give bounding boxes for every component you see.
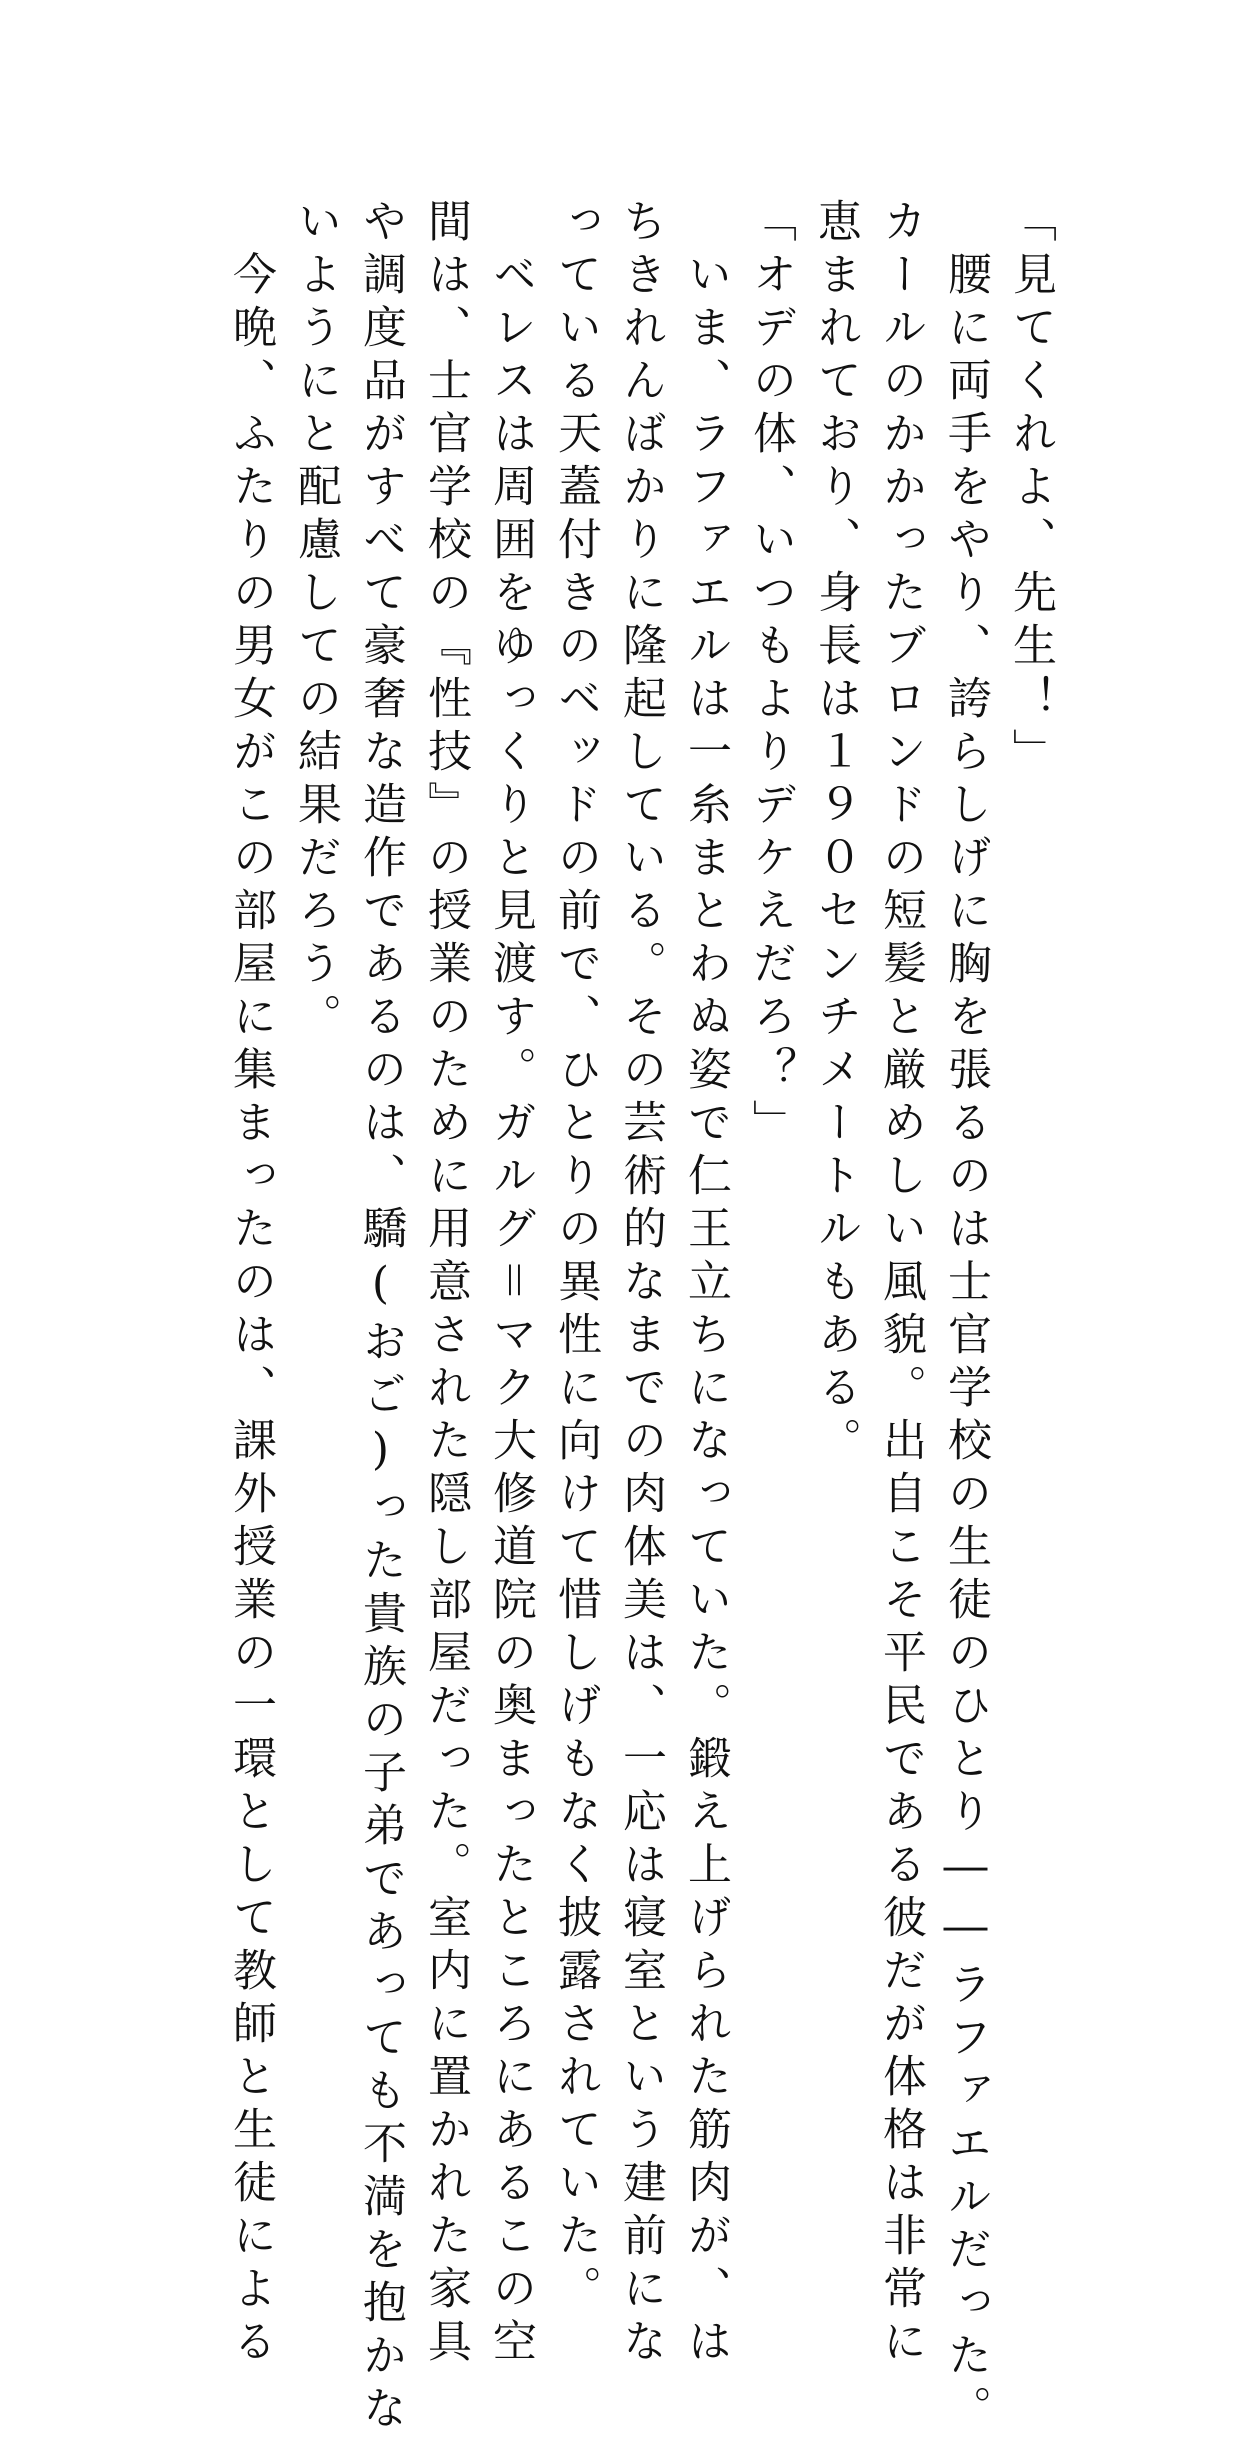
- text-line: や調度品がすべて豪奢な造作であるのは、驕(おご)った貴族の子弟であっても不満を抱かな: [355, 198, 406, 2438]
- text-line: ベレスは周囲をゆっくりと見渡す。ガルグ＝マク大修道院の奥まったところにあるこの空: [485, 198, 536, 2371]
- text-line: いようにと配慮しての結果だろう。: [290, 198, 341, 1046]
- text-line: ちきれんばかりに隆起している。その芸術的なまでの肉体美は、一応は寝室という建前にな: [615, 198, 666, 2371]
- text-line: 今晩、ふたりの男女がこの部屋に集まったのは、課外授業の一環として教師と生徒による: [225, 198, 276, 2371]
- text-line: カールのかかったブロンドの短髪と厳めしい風貌。出自こそ平民である彼だが体格は非常に: [875, 198, 926, 2371]
- text-line: 恵まれており、身長は１９０センチメートルもある。: [810, 198, 861, 1470]
- text-line-dialogue: 「オデの体、いつもよりデケえだろ？」: [745, 198, 796, 1152]
- text-line-dialogue: 「見てくれよ、先生！」: [1005, 198, 1056, 781]
- text-line: いま、ラファエルは一糸まとわぬ姿で仁王立ちになっていた。鍛え上げられた筋肉が、は: [680, 198, 731, 2371]
- vertical-text-body: [218, 198, 1063, 2438]
- text-line: 腰に両手をやり、誇らしげに胸を張るのは士官学校の生徒のひとり――ラファエルだった。: [940, 198, 991, 2438]
- text-line: っている天蓋付きのベッドの前で、ひとりの異性に向けて惜しげもなく披露されていた。: [550, 198, 601, 2318]
- text-line: 間は、士官学校の『性技』の授業のために用意された隠し部屋だった。室内に置かれた家具: [420, 198, 471, 2371]
